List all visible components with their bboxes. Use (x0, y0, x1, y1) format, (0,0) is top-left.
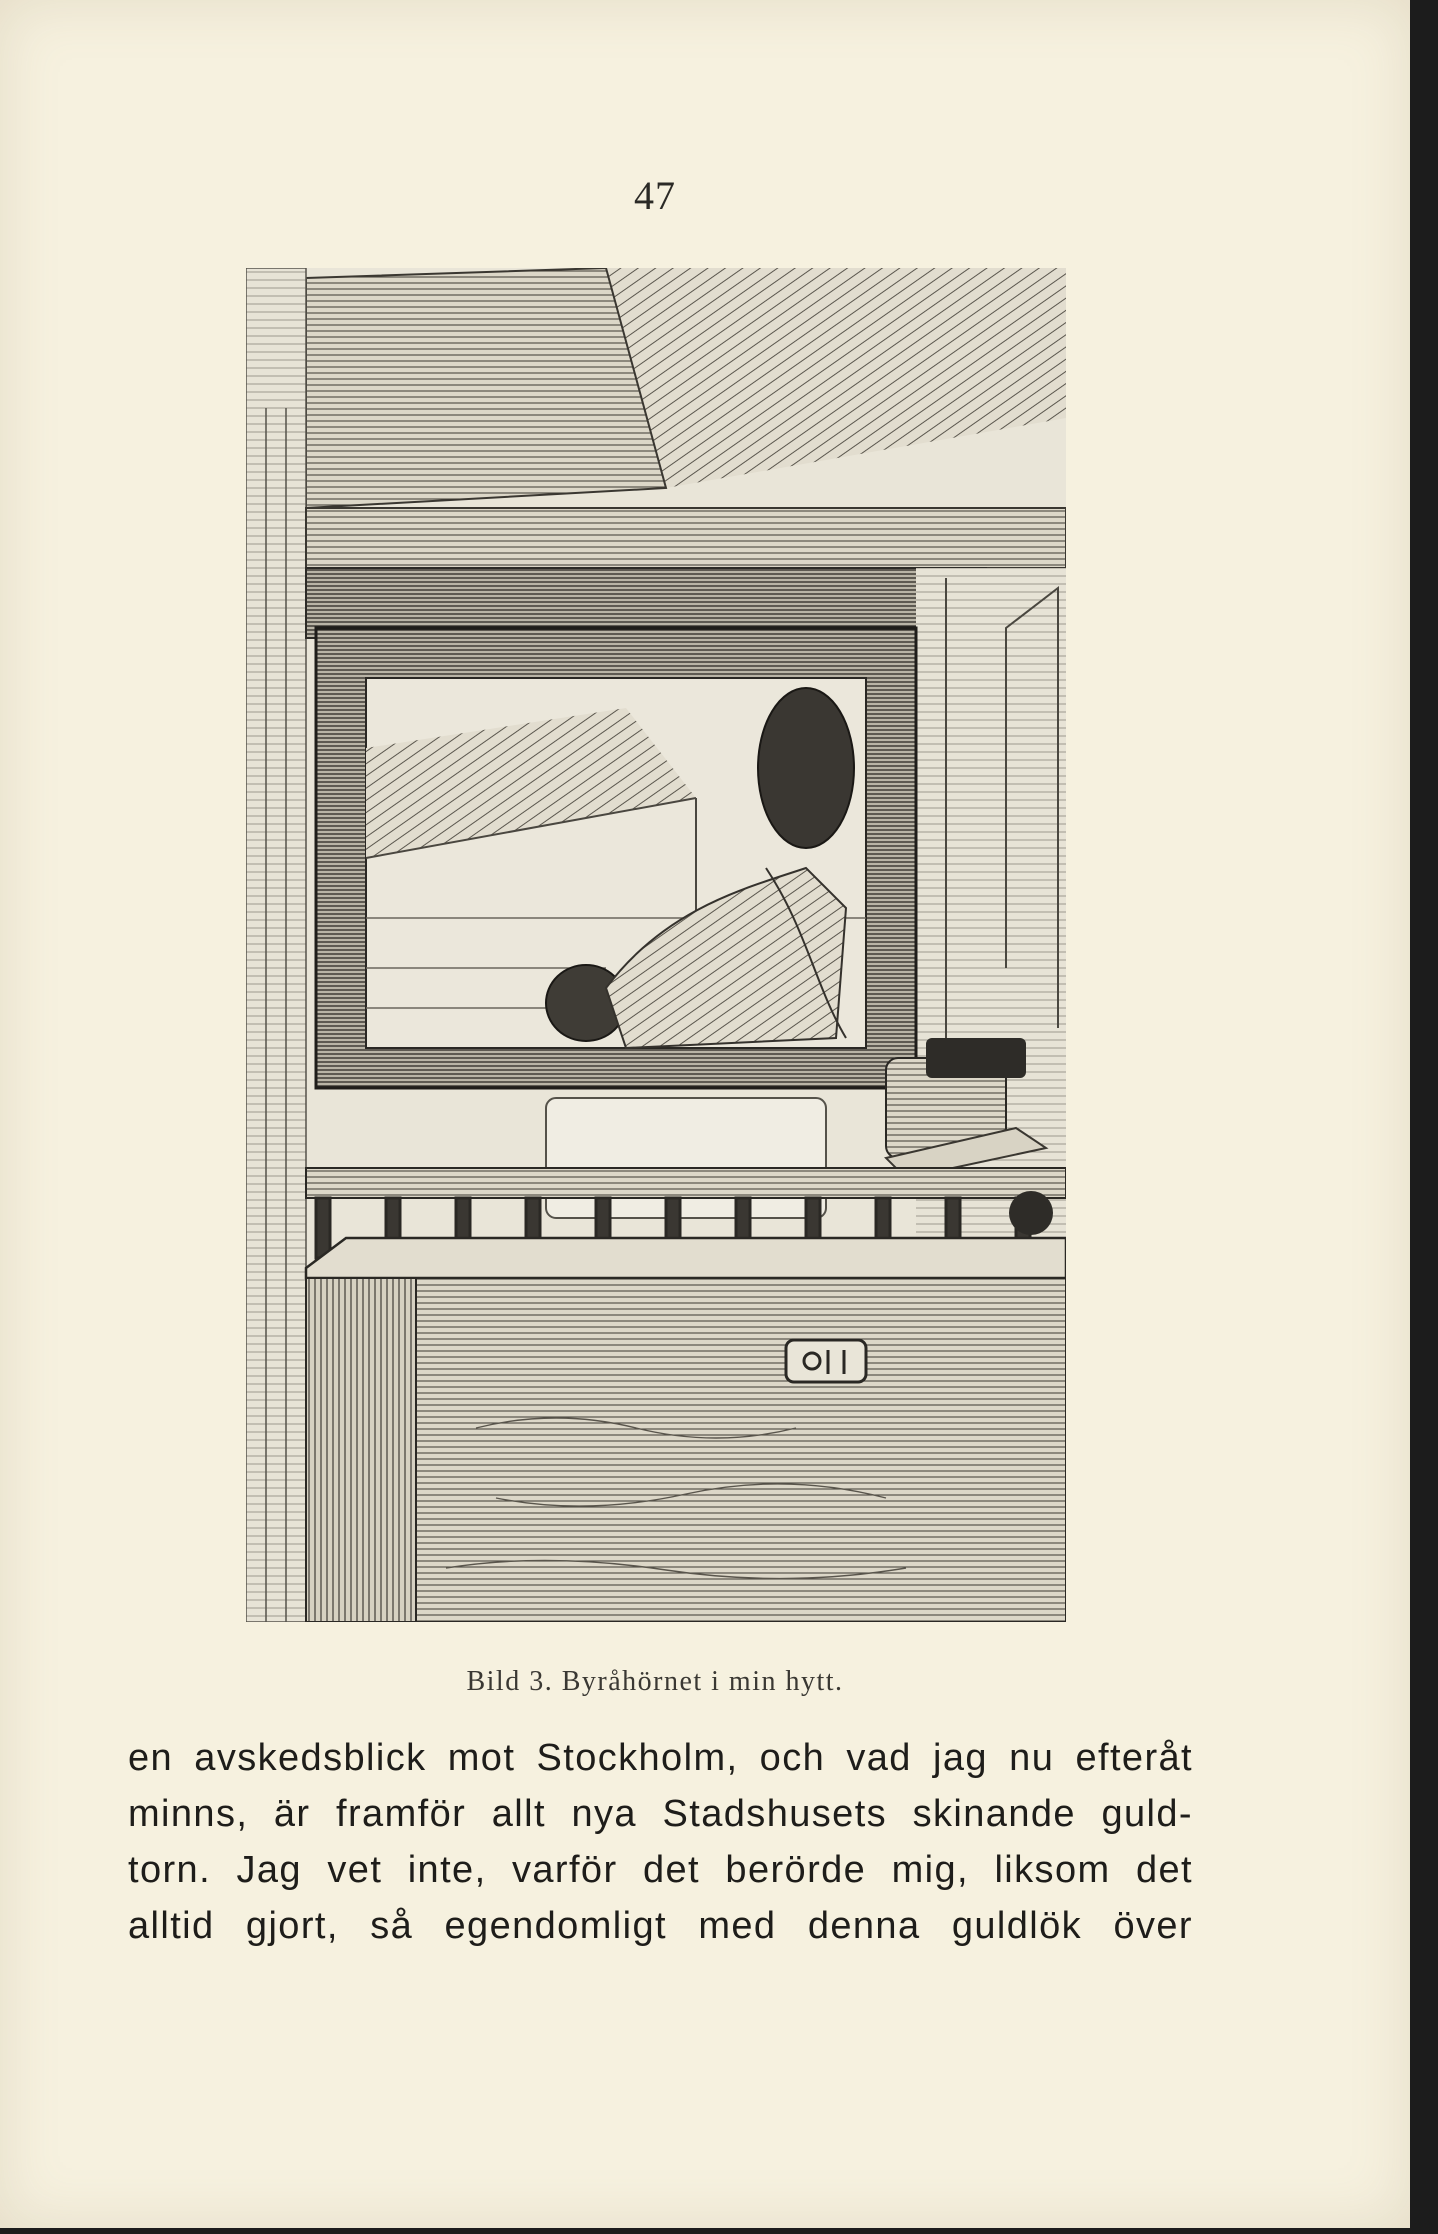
text-line-1: en avskedsblick mot Stockholm, och vad jag nu efteråt (128, 1737, 1193, 1779)
body-text (128, 1730, 1193, 1954)
sketch-drawing (246, 268, 1066, 1622)
illustration-cabin-dresser-corner (246, 268, 1066, 1622)
page-number: 47 (634, 173, 676, 218)
text-line-3: torn. Jag vet inte, varför det berörde mig, liksom det (128, 1849, 1193, 1891)
figure-caption: Bild 3. Byråhörnet i min hytt. (466, 1666, 844, 1697)
text-line-4: alltid gjort, så egendomligt med denna guldlök över (128, 1905, 1193, 1947)
text-line-2: minns, är framför allt nya Stadshusets skinande guld- (128, 1793, 1193, 1835)
